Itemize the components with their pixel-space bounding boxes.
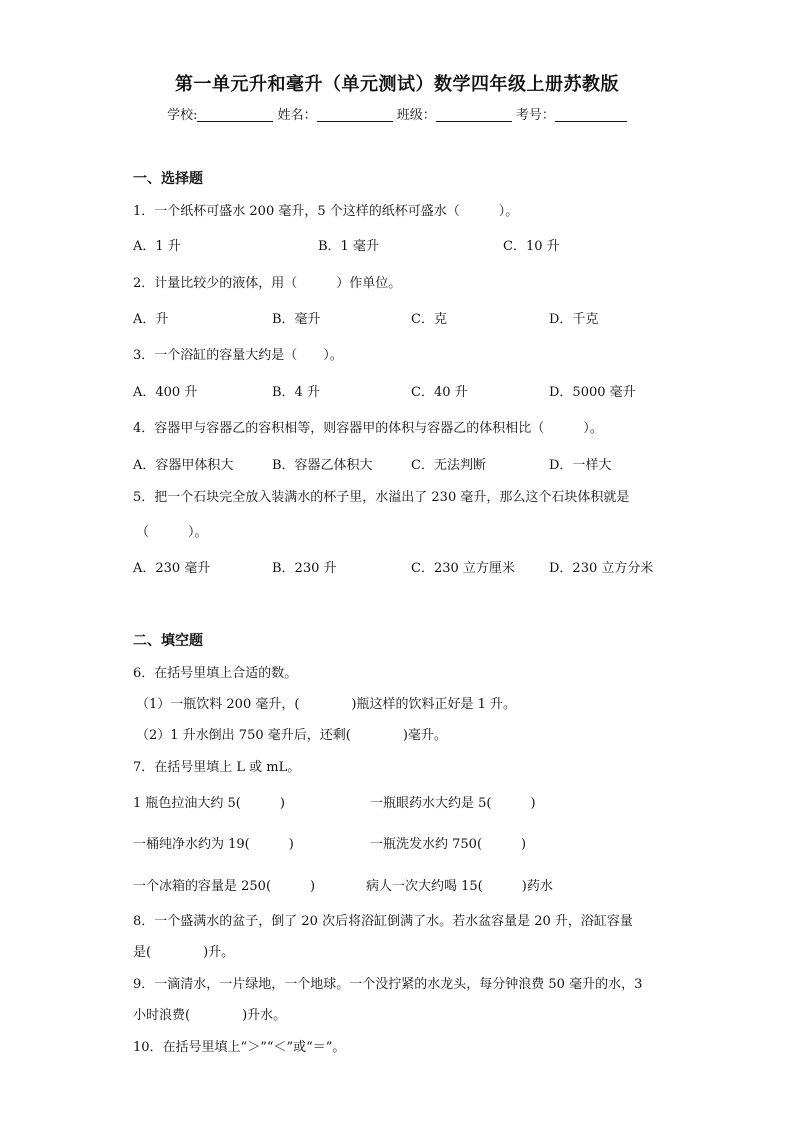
q2-option-a[interactable]: A．升 (133, 312, 169, 327)
question-7: 7．在括号里填上 L 或 mL。 (133, 760, 301, 775)
question-8: 8．一个盛满水的盆子，倒了 20 次后将浴缸倒满了水。若水盆容量是 20 升，浴缸容量 (133, 914, 633, 929)
q1-option-a[interactable]: A．1 升 (133, 239, 181, 254)
question-4: 4．容器甲与容器乙的容积相等，则容器甲的体积与容器乙的体积相比（ ）。 (133, 421, 603, 436)
exam-no-label: 考号： (515, 108, 555, 123)
q4-option-d[interactable]: D．一样大 (549, 458, 612, 473)
question-6-part-1: （1）一瓶饮料 200 毫升，( )瓶这样的饮料正好是 1 升。 (136, 697, 517, 712)
q4-option-a[interactable]: A．容器甲体积大 (133, 458, 234, 473)
question-5: 5．把一个石块完全放入装满水的杯子里，水溢出了 230 毫升，那么这个石块体积就是 (133, 490, 630, 505)
q5-option-d[interactable]: D．230 立方分米 (549, 561, 654, 576)
student-info-line (0, 104, 794, 123)
q3-option-a[interactable]: A．400 升 (133, 385, 198, 400)
q4-option-b[interactable]: B．容器乙体积大 (272, 458, 373, 473)
q2-option-b[interactable]: B．毫升 (272, 312, 321, 327)
q1-option-c[interactable]: C．10 升 (503, 239, 560, 254)
name-label: 姓名： (277, 108, 317, 123)
q2-option-c[interactable]: C．克 (411, 312, 447, 327)
q7-item-5: 一个冰箱的容量是 250( ) (133, 879, 316, 894)
question-3: 3．一个浴缸的容量大约是（ ）。 (133, 348, 343, 363)
question-9: 9．一滴清水，一片绿地，一个地球。一个没拧紧的水龙头，每分钟浪费 50 毫升的水，3 (133, 977, 643, 992)
q4-option-c[interactable]: C．无法判断 (411, 458, 486, 473)
page-title: 第一单元升和毫升（单元测试）数学四年级上册苏教版 (175, 74, 619, 95)
school-label: 学校: (167, 108, 198, 123)
q7-item-1: 1 瓶色拉油大约 5( ) (133, 796, 285, 811)
exam-no-blank[interactable] (555, 107, 627, 122)
q3-option-c[interactable]: C．40 升 (411, 385, 468, 400)
question-6-part-2: （2）1 升水倒出 750 毫升后，还剩( )毫升。 (136, 728, 447, 743)
q2-option-d[interactable]: D．千克 (549, 312, 599, 327)
section-fill-title: 二、填空题 (133, 633, 203, 649)
q7-item-4: 一瓶洗发水约 750( ) (370, 837, 527, 852)
q3-option-b[interactable]: B．4 升 (272, 385, 320, 400)
question-9-cont: 小时浪费( )升水。 (133, 1008, 287, 1023)
question-6: 6．在括号里填上合适的数。 (133, 666, 298, 681)
question-1: 1．一个纸杯可盛水 200 毫升，5 个这样的纸杯可盛水（ ）。 (133, 204, 519, 219)
section-choice-title: 一、选择题 (133, 171, 203, 187)
question-8-cont: 是( )升。 (133, 945, 235, 960)
q7-item-3: 一桶纯净水约为 19( ) (133, 837, 294, 852)
q5-option-c[interactable]: C．230 立方厘米 (411, 561, 515, 576)
name-blank[interactable] (317, 107, 393, 122)
question-2: 2．计量比较少的液体，用（ ）作单位。 (133, 276, 402, 291)
school-blank[interactable] (197, 107, 273, 122)
q3-option-d[interactable]: D．5000 毫升 (549, 385, 636, 400)
q7-item-2: 一瓶眼药水大约是 5( ) (370, 796, 536, 811)
class-label: 班级： (396, 108, 436, 123)
class-blank[interactable] (436, 107, 512, 122)
question-5-cont: （ ）。 (136, 525, 208, 540)
q1-option-b[interactable]: B．1 毫升 (318, 239, 379, 254)
question-10: 10．在括号里填上“＞”“＜”或“＝”。 (133, 1040, 346, 1055)
q5-option-a[interactable]: A．230 毫升 (133, 561, 211, 576)
q7-item-6: 病人一次大约喝 15( )药水 (366, 879, 553, 894)
q5-option-b[interactable]: B．230 升 (272, 561, 337, 576)
